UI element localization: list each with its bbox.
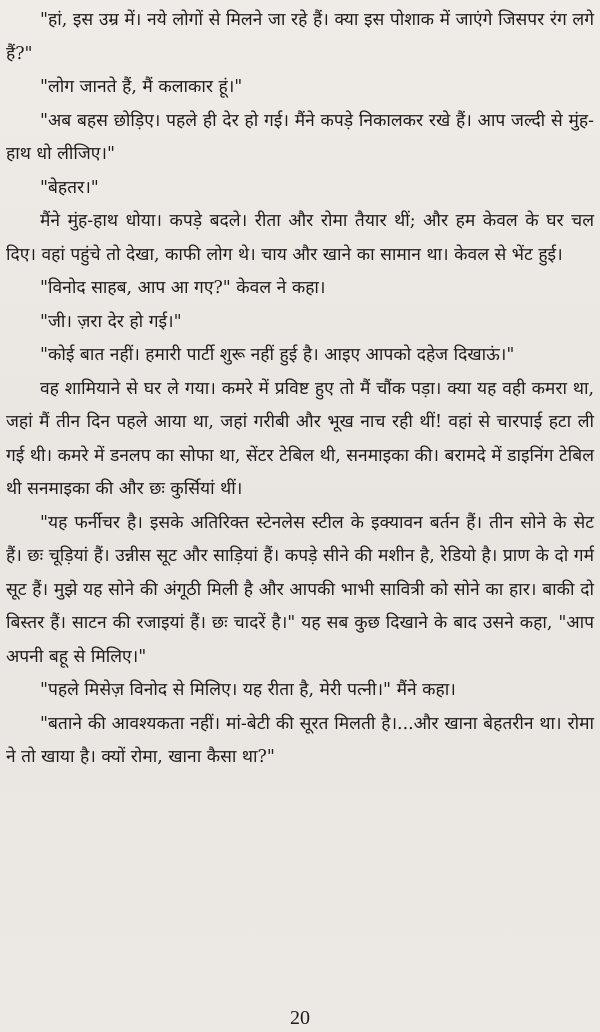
paragraph-2: "लोग जानते हैं, मैं कलाकार हूं।" bbox=[40, 77, 243, 97]
paragraph-8: "कोई बात नहीं। हमारी पार्टी शुरू नहीं हुई है। आइए आपको दहेज दिखाऊं।" bbox=[40, 345, 515, 365]
body-text bbox=[6, 4, 594, 775]
paragraph-5: मैंने मुंह-हाथ धोया। कपड़े बदले। रीता और रोमा तैयार थीं; और हम केवल के घर चल दिए। वहां पहुंचे तो देखा, काफी लोग थे। चाय और खाने का सामान था। केवल से भेंट हुई। bbox=[6, 211, 594, 265]
paragraph-12: "बताने की आवश्यकता नहीं। मां-बेटी की सूरत मिलती है।...और खाना बेहतरीन था। रोमा ने तो खाया है। क्यों रोमा, खाना कैसा था?" bbox=[6, 713, 594, 767]
paragraph-4: "बेहतर।" bbox=[40, 177, 99, 198]
paragraph-6: "विनोद साहब, आप आ गए?" केवल ने कहा। bbox=[40, 278, 326, 298]
paragraph-3: "अब बहस छोड़िए। पहले ही देर हो गई। मैंने कपड़े निकालकर रखे हैं। आप जल्दी से मुंह-हाथ धो लीजिए।" bbox=[6, 110, 594, 164]
paragraph-7: "जी। ज़रा देर हो गई।" bbox=[40, 311, 182, 332]
page-number: 20 bbox=[290, 1007, 310, 1029]
paragraph-1: "हां, इस उम्र में। नये लोगों से मिलने जा रहे हैं। क्या इस पोशाक में जाएंगे जिसपर रंग लगे हैं?" bbox=[6, 10, 594, 64]
paragraph-9: वह शामियाने से घर ले गया। कमरे में प्रविष्ट हुए तो मैं चौंक पड़ा। क्या यह वही कमरा था, जहां मैं तीन दिन पहले आया था, जहां गरीबी और भूख नाच रही थीं! वहां से चारपाई हटा ली गई थी। कमरे में डनलप का सोफा था, सेंटर टेबिल थी, सनमाइका की। बरामदे में डाइनिंग टेबिल थी सनमाइका की और छः कुर्सियां थीं। bbox=[6, 378, 594, 499]
paragraph-10: "यह फर्नीचर है। इसके अतिरिक्त स्टेनलेस स्टील के इक्यावन बर्तन हैं। तीन सोने के सेट हैं। छः चूड़ियां हैं। उन्नीस सूट और साड़ियां हैं। कपड़े सीने की मशीन है, रेडियो है। प्राण के दो गर्म सूट हैं। मुझे यह सोने की अंगूठी मिली है और आपकी भाभी सावित्री को सोने का हार। बाकी दो बिस्तर हैं। साटन की रजाइयां हैं। छः चादरें है।" यह सब कुछ दिखाने के बाद उसने कहा, "आप अपनी बहू से मिलिए।" bbox=[6, 512, 594, 667]
paragraph-11: "पहले मिसेज़ विनोद से मिलिए। यह रीता है, मेरी पत्नी।" मैंने कहा। bbox=[40, 680, 456, 700]
